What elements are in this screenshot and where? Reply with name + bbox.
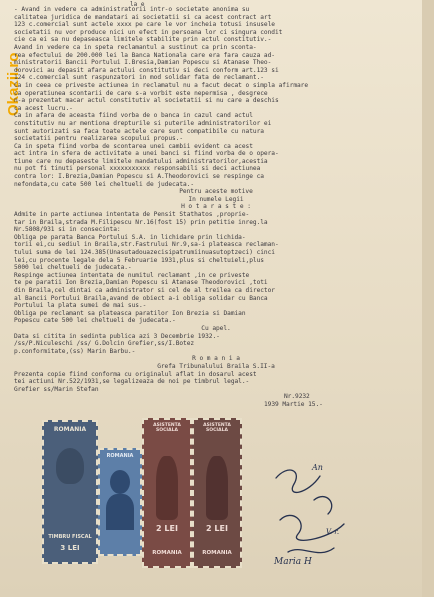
text-line: Prezenta copie fiind conforma cu originalul aflat in dosarul acest [14,370,257,378]
registry-number: Nr.9232 [284,393,310,401]
text-line: Admite in parte actiunea intentata de Pensit Stathatos ,proprie- [14,211,250,219]
text-line: sunt autorizati sa faca toate actele care sunt compatibile cu natura [14,127,264,135]
figure-icon [156,456,178,520]
text-line: ca acest lucru.- [14,104,73,112]
portrait-icon [110,470,130,494]
text-line: Ca in speta fiind vorba de scontarea unei cambii evident ca acest [14,142,253,150]
figure-icon [206,456,228,520]
svg-text:An: An [312,463,323,472]
text-line: lei,cu procente legale dela 5 Februarie 1931,plus si cheltuieli,plus [14,256,264,264]
page-marker: la e [130,1,145,8]
appeal-line: Cu apel. [201,324,231,332]
document-body [14,0,418,408]
social-assistance-stamp: ASISTENTA SOCIALA 2 LEI ROMANIA [142,418,192,568]
text-line: Ca in afara de aceasta fiind vorba de o banca in cazul cand actul [14,112,253,120]
text-line: Obliga pe parata Banca Portului S.A. in lichidare prin lichida- [14,233,246,241]
text-line: contra lor: I.Brezia,Damian Popescu si A.Theodorovici se respinge ca [14,173,264,181]
text-line: Obliga pe reclamant sa plateasca paratilor Ion Brezia si Damian [14,309,246,317]
portrait-bust-icon [106,494,134,530]
text-line: n-a prezentat macar actul constitutiv al societatii si nu care a deschis [14,97,279,105]
text-line: Popescu cate 500 lei cheltueli de judecata.- [14,317,176,325]
text-line: tar in Braila,strada M.Filipescu Nr.16(fost 15) prin petitie inreg.la [14,218,268,226]
text-line: ca operatiunea scontarii de care s-a vorbit este nepermisa , desgrece [14,89,268,97]
text-line: societatii nu vor produce nici un efect in persoana lor ci singura condit [14,28,283,36]
text-line: tei actiuni Nr.522/1931,se legalizeaza de noi pe timbrul legal.- [14,378,250,386]
text-line: cie ca ei sa nu depaseasca limitele stabilite prin actul constitutiv.- [14,36,272,44]
svg-text:Okazii.ro: Okazii.ro [5,52,22,116]
country-heading: R o m a n i a [192,355,240,363]
text-line: ministratorii Bancii Portului I.Bresia,Damian Popescu si Atanase Theo- [14,59,272,67]
text-line: torii ei,cu sediul in Braila,str.Fastrului Nr.9,sa-i plateasca reclaman- [14,241,279,249]
text-line: Nr.5808/931 si in consecinta: [14,226,121,234]
page-edge-shadow [422,0,434,597]
text-line: Portului la plata sumei de mai sus.- [14,302,147,310]
revenue-stamp: ROMANIA TIMBRU FISCAL 3 LEI [42,420,98,564]
text-line: Data si citita in sedinta publica azi 3 Decembrie 1932.- [14,332,220,340]
text-line: dorovici au depasit afara actului constitutiv si deci conform art.123 si [14,66,279,74]
text-line: 123 c.comercial sunt actele xxxx pe care le vor incheia totusi insusele [14,21,275,29]
social-assistance-stamp: ASISTENTA SOCIALA 2 LEI ROMANIA [192,418,242,568]
signatures-line: /ss/P.Niculeschi /ss/ G.Dolcin Grefier,ss/I.Botez [14,340,195,348]
conformity-line: p.conformitate,(ss) Marin Barbu.- [14,347,136,355]
text-line: 5000 lei cheltueli de judecata.- [14,264,132,272]
coat-of-arms-icon [56,448,84,484]
text-line: societatii pentru realizarea scopului propus.- [14,135,184,143]
portrait-stamp: ROMANIA [98,448,142,556]
text-line: al Bancii Portului Braila,avand de obiect a-i obliga solidar cu Banca [14,294,268,302]
text-line: rea efectului de 200.000 lei la Banca Nationala care era fara cauza ad- [14,51,275,59]
text-line: din Braila,cel dintai ca administrator si cel de al treilea ca director [14,286,275,294]
text-line: 124 c.comercial sunt raspunzatori in mod solidar fata de reclamant.- [14,74,264,82]
text-line: nefondata,cu cate 500 lei cheltueli de judecata.- [14,180,195,188]
handwritten-signature [268,460,358,570]
document-date: 1939 Martie 15.- [264,400,323,408]
text-line: Respinge actiunea intentata de numitul reclamant ,in ce priveste [14,271,250,279]
text-line: - Avand in vedere ca administratorii intr-o societate anonima su [14,6,250,13]
svg-text:Maria H: Maria H [274,557,312,567]
text-line: te pe paratii Ion Brezia,Damian Popescu si Atanase Theodorovici ,toti [14,279,268,287]
clerk-line: Grefier ss/Marin Stefan [14,385,99,393]
text-line: nu pot fi tinuti personal xxxxxxxxxxx responsabili si deci actiunea [14,165,261,173]
text-line: act intra in sfera de activitate a unei banci si fiind vorba de o opera- [14,150,279,158]
text-line: constitutiv nu ar mentiona drepturile si puterile administratorilor ei [14,119,272,127]
text-line: tiune care nu depaseste limitele mandatului administratorilor,acestia [14,157,268,165]
court-heading: Grefa Tribunalului Braila S.II-a [157,362,275,370]
revenue-stamps [42,418,252,588]
section-heading: H o t a r a s t e : [181,203,251,211]
text-line: tului suma de lei 124.385(Unasutadouazecisipatrumiinuasutoptzeci) cinci [14,249,275,256]
text-line: calitatea juridica de mandatari ai societatii si ca acest contract art [14,13,272,21]
text-line: Avand in vedere ca in speta reclamantul a sustinut ca prin sconta- [14,43,257,51]
svg-text:V. r.: V. r. [326,528,340,536]
section-law: In numele Legii [188,195,244,203]
text-line: Ca in ceea ce priveste actiunea in reclamatul nu a facut decat o simpla afirmare [14,81,309,89]
section-motive: Pentru aceste motive [179,188,253,196]
